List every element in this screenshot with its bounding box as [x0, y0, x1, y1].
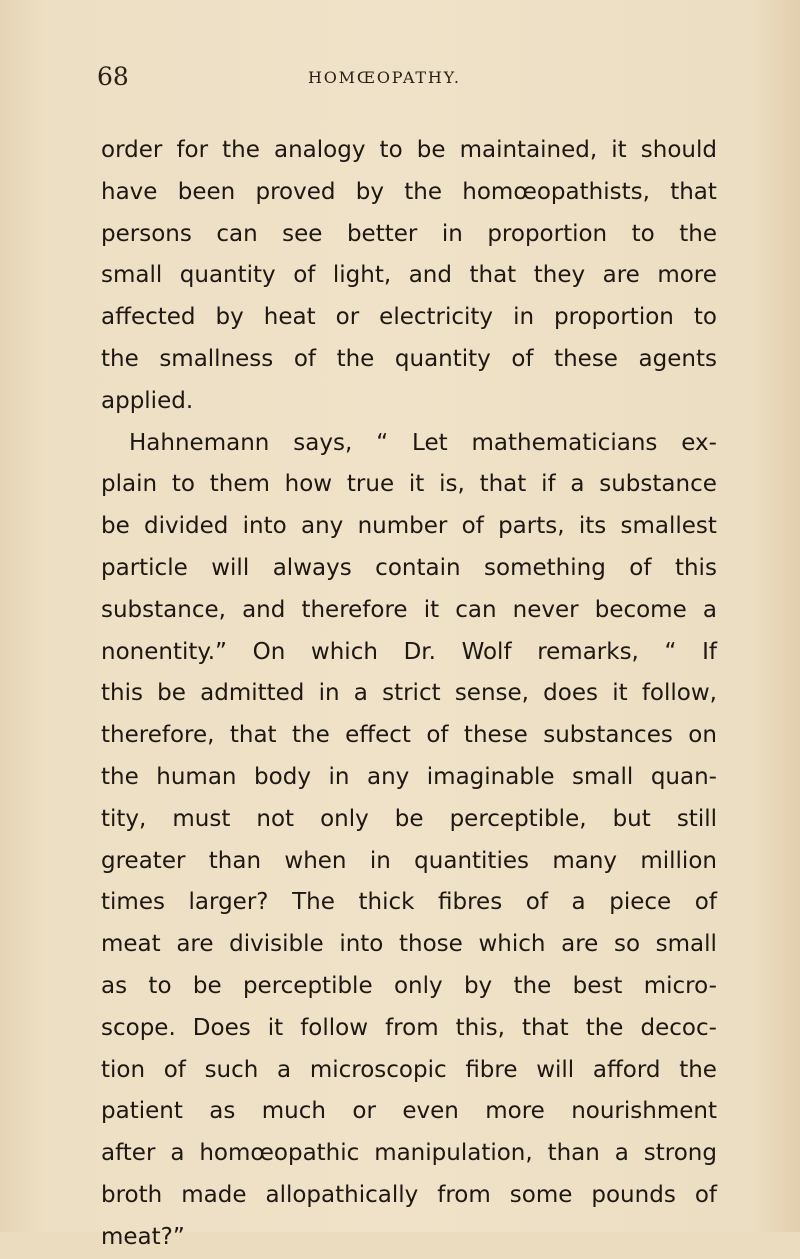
- word: will: [536, 1056, 575, 1083]
- word: maintained,: [459, 137, 598, 163]
- word: of: [163, 1056, 186, 1083]
- word: a: [571, 889, 586, 916]
- text-line: applied.: [101, 387, 194, 414]
- word: to: [631, 220, 655, 247]
- word: therefore: [301, 596, 408, 623]
- word: the: [513, 972, 552, 999]
- word: not: [256, 805, 295, 832]
- word: quantity: [179, 262, 276, 289]
- word: “: [376, 429, 389, 456]
- word: are: [602, 262, 640, 289]
- word: been: [177, 178, 236, 205]
- text-line: [101, 506, 717, 548]
- word: the: [404, 178, 442, 205]
- word: and: [408, 262, 452, 289]
- word: thick: [358, 889, 415, 916]
- word: strict: [382, 680, 441, 707]
- word: better: [346, 220, 418, 247]
- word: microscopic: [309, 1056, 447, 1083]
- word: of: [511, 345, 534, 372]
- word: more: [485, 1098, 545, 1125]
- text-line: [101, 799, 717, 841]
- text-line: meat?”: [101, 1223, 185, 1250]
- word: nourishment: [571, 1098, 717, 1125]
- word: it: [267, 1014, 284, 1041]
- word: even: [402, 1098, 459, 1125]
- word: mathematicians: [471, 429, 658, 456]
- word: the: [291, 722, 330, 749]
- text-line: [101, 632, 717, 674]
- word: true: [346, 471, 395, 498]
- word: Dr.: [403, 638, 436, 665]
- word: which: [310, 638, 378, 665]
- text-line: [101, 966, 717, 1008]
- word: more: [657, 262, 717, 289]
- word: to: [693, 304, 717, 331]
- word: by: [215, 304, 244, 331]
- word: become: [594, 596, 687, 623]
- word: greater: [101, 847, 186, 874]
- word: larger?: [188, 889, 269, 916]
- paragraph-first-line: [101, 423, 717, 465]
- text-line: [101, 882, 717, 924]
- word: The: [292, 889, 335, 916]
- text-line: [101, 1175, 717, 1217]
- word: does: [543, 680, 598, 707]
- word: perceptible,: [449, 805, 587, 832]
- word: the: [679, 220, 717, 247]
- word: to: [148, 972, 172, 999]
- word: never: [512, 596, 579, 623]
- word: the: [101, 345, 139, 372]
- word: that: [229, 722, 277, 749]
- word: follow,: [641, 680, 717, 707]
- word: should: [640, 137, 717, 163]
- word: fibre: [465, 1056, 518, 1083]
- word: a: [614, 1140, 629, 1167]
- word: the: [222, 137, 260, 163]
- word: effect: [345, 722, 411, 749]
- word: manipulation,: [374, 1140, 533, 1167]
- word: many: [552, 847, 618, 874]
- word: it: [611, 137, 627, 163]
- word: Does: [192, 1014, 251, 1041]
- word: be: [101, 513, 130, 540]
- text-line: [101, 214, 717, 256]
- word: that: [521, 1014, 569, 1041]
- word: smallness: [159, 345, 274, 372]
- word: tity,: [101, 805, 147, 832]
- word: the: [585, 1014, 624, 1041]
- word: will: [211, 554, 250, 581]
- text-line: [101, 464, 717, 506]
- word: some: [509, 1181, 573, 1208]
- word: If: [702, 638, 717, 665]
- word: quantities: [414, 847, 529, 874]
- word: decoc-: [640, 1014, 717, 1041]
- word: are: [561, 931, 599, 958]
- word: perceptible: [242, 972, 373, 999]
- running-title: HOMŒOPATHY.: [308, 68, 461, 87]
- word: which: [478, 931, 546, 958]
- word: in: [369, 847, 391, 874]
- text-line: [101, 924, 717, 966]
- word: substance,: [101, 596, 226, 623]
- word: divisible: [229, 931, 324, 958]
- word: plain: [101, 471, 158, 498]
- word: they: [533, 262, 586, 289]
- word: substances: [543, 722, 673, 749]
- word: after: [101, 1140, 156, 1167]
- word: small: [572, 763, 634, 790]
- word: that: [479, 471, 527, 498]
- word: Wolf: [461, 638, 512, 665]
- word: of: [426, 722, 449, 749]
- word: to: [379, 137, 403, 163]
- word: if: [541, 471, 556, 498]
- word: than: [547, 1140, 600, 1167]
- word: of: [525, 889, 548, 916]
- word: be: [192, 972, 222, 999]
- word: only: [320, 805, 369, 832]
- word: only: [393, 972, 443, 999]
- word: that: [670, 178, 717, 205]
- word: as: [101, 972, 128, 999]
- word: this: [674, 554, 717, 581]
- word: Hahnemann: [129, 429, 270, 456]
- word: into: [339, 931, 384, 958]
- word: electricity: [379, 304, 494, 331]
- word: proved: [255, 178, 336, 205]
- word: tion: [101, 1056, 146, 1083]
- word: and: [242, 596, 286, 623]
- running-head: [0, 62, 800, 102]
- word: always: [272, 554, 352, 581]
- word: substance: [599, 471, 717, 498]
- word: agents: [638, 345, 717, 372]
- word: says,: [293, 429, 353, 456]
- word: by: [463, 972, 493, 999]
- word: to: [171, 471, 195, 498]
- word: micro-: [643, 972, 717, 999]
- word: fibres: [438, 889, 503, 916]
- text-line: [101, 130, 717, 172]
- text-line: [101, 1091, 717, 1133]
- word: ex-: [681, 429, 717, 456]
- word: a: [277, 1056, 292, 1083]
- word: can: [455, 596, 497, 623]
- word: of: [293, 345, 317, 372]
- word: on: [688, 722, 717, 749]
- word: such: [204, 1056, 259, 1083]
- word: admitted: [200, 680, 305, 707]
- word: times: [101, 889, 165, 916]
- word: much: [261, 1098, 326, 1125]
- word: quantity: [394, 345, 491, 372]
- text-line: [101, 841, 717, 883]
- word: a: [170, 1140, 185, 1167]
- word: from: [437, 1181, 491, 1208]
- word: quan-: [650, 763, 717, 790]
- word: be: [416, 137, 446, 163]
- word: in: [318, 680, 340, 707]
- word: the: [679, 1056, 717, 1083]
- word: that: [469, 262, 517, 289]
- word: follow: [300, 1014, 369, 1041]
- word: patient: [101, 1098, 183, 1125]
- word: any: [301, 513, 344, 540]
- word: contain: [375, 554, 461, 581]
- word: of: [694, 889, 717, 916]
- word: but: [612, 805, 651, 832]
- word: order: [101, 137, 163, 163]
- word: strong: [643, 1140, 717, 1167]
- text-line: [101, 1008, 717, 1050]
- word: human: [156, 763, 237, 790]
- word: homœopathic: [199, 1140, 360, 1167]
- word: the: [101, 763, 139, 790]
- word: or: [352, 1098, 376, 1125]
- word: than: [208, 847, 262, 874]
- word: be: [157, 680, 186, 707]
- word: allopathically: [265, 1181, 419, 1208]
- word: in: [513, 304, 535, 331]
- word: this: [101, 680, 143, 707]
- word: persons: [101, 220, 192, 247]
- word: when: [284, 847, 347, 874]
- word: of: [461, 513, 484, 540]
- word: imaginable: [426, 763, 555, 790]
- word: made: [181, 1181, 247, 1208]
- word: as: [209, 1098, 236, 1125]
- body-text: [101, 130, 717, 1259]
- word: divided: [144, 513, 229, 540]
- word: be: [394, 805, 424, 832]
- word: it: [423, 596, 440, 623]
- word: any: [366, 763, 410, 790]
- word: best: [572, 972, 623, 999]
- text-line: [101, 1133, 717, 1175]
- text-line: [101, 548, 717, 590]
- word: number: [357, 513, 448, 540]
- word: of: [629, 554, 652, 581]
- text-line: [101, 339, 717, 381]
- word: Let: [412, 429, 448, 456]
- word: of: [694, 1181, 717, 1208]
- text-line: [101, 255, 717, 297]
- word: nonentity.”: [101, 638, 227, 665]
- text-line: [101, 590, 717, 632]
- word: million: [640, 847, 717, 874]
- word: homœopathists,: [462, 178, 650, 205]
- word: its: [578, 513, 607, 540]
- word: those: [399, 931, 463, 958]
- word: is,: [439, 471, 465, 498]
- text-line: [101, 297, 717, 339]
- word: parts,: [498, 513, 565, 540]
- word: proportion: [487, 220, 608, 247]
- word: so: [613, 931, 641, 958]
- word: meat: [101, 931, 161, 958]
- text-line: [101, 757, 717, 799]
- word: must: [172, 805, 231, 832]
- word: it: [408, 471, 425, 498]
- page-number: 68: [97, 62, 129, 91]
- word: these: [463, 722, 528, 749]
- word: how: [284, 471, 333, 498]
- word: therefore,: [101, 722, 215, 749]
- word: light,: [332, 262, 392, 289]
- word: this,: [455, 1014, 505, 1041]
- word: still: [676, 805, 717, 832]
- text-line: [101, 673, 717, 715]
- word: have: [101, 178, 158, 205]
- word: pounds: [591, 1181, 676, 1208]
- word: afford: [592, 1056, 661, 1083]
- word: or: [335, 304, 360, 331]
- word: proportion: [554, 304, 674, 331]
- word: in: [328, 763, 350, 790]
- word: piece: [609, 889, 672, 916]
- word: a: [353, 680, 368, 707]
- word: body: [254, 763, 311, 790]
- word: these: [554, 345, 618, 372]
- text-line: [101, 715, 717, 757]
- word: can: [216, 220, 258, 247]
- word: see: [282, 220, 323, 247]
- word: it: [612, 680, 628, 707]
- word: the: [336, 345, 375, 372]
- word: from: [385, 1014, 439, 1041]
- word: broth: [101, 1181, 163, 1208]
- word: in: [441, 220, 463, 247]
- word: by: [355, 178, 384, 205]
- text-line: [101, 1050, 717, 1092]
- word: heat: [263, 304, 316, 331]
- word: scope.: [101, 1014, 176, 1041]
- word: a: [570, 471, 585, 498]
- word: “: [664, 638, 677, 665]
- word: a: [702, 596, 717, 623]
- word: for: [176, 137, 209, 163]
- word: smallest: [620, 513, 717, 540]
- word: sense,: [454, 680, 529, 707]
- word: them: [209, 471, 270, 498]
- word: are: [176, 931, 214, 958]
- word: particle: [101, 554, 188, 581]
- word: analogy: [274, 137, 366, 163]
- word: of: [293, 262, 316, 289]
- word: remarks,: [537, 638, 639, 665]
- text-line: [101, 172, 717, 214]
- word: something: [484, 554, 606, 581]
- word: affected: [101, 304, 196, 331]
- word: small: [101, 262, 163, 289]
- word: On: [252, 638, 286, 665]
- word: into: [242, 513, 287, 540]
- word: small: [655, 931, 717, 958]
